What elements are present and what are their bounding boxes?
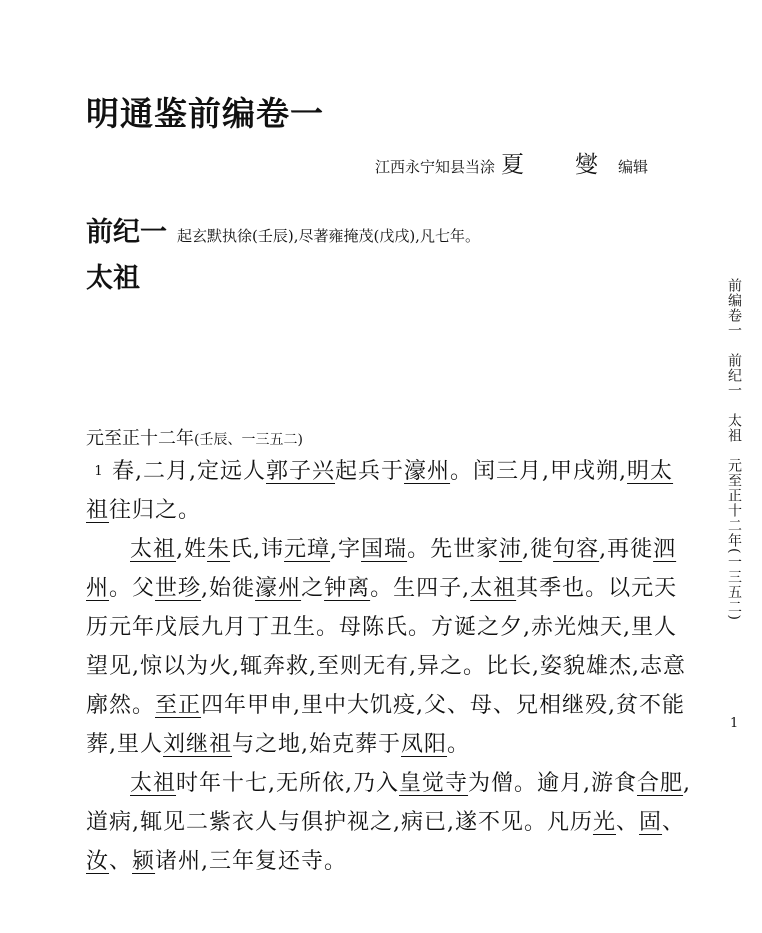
text: ,姓 [176, 537, 208, 562]
page-number: 1 [730, 716, 739, 731]
text: 诸州,三年复还寺。 [155, 849, 348, 874]
paragraph-3 [86, 764, 696, 881]
text: 与之地,始克葬于 [232, 732, 402, 757]
byline-prefix: 江西永宁知县当涂 [375, 158, 496, 176]
text: 时年十七,无所依,乃入 [176, 771, 400, 796]
byline [375, 146, 648, 179]
name-underlined: 明太祖 [86, 459, 674, 523]
text: ,道病,辄见二紫衣人与俱护视之,病已,遂不见。凡历 [86, 771, 692, 835]
paragraph-2 [86, 530, 696, 764]
place-underlined: 固 [639, 810, 663, 835]
ruler-heading: 太祖 [86, 263, 140, 294]
text: 为僧。逾月,游食 [468, 771, 638, 796]
text: 、 [109, 849, 133, 874]
place-underlined: 汝 [86, 849, 110, 874]
text: 、 [616, 810, 640, 835]
place-underlined: 颍 [132, 849, 156, 874]
name-underlined: 刘继祖 [163, 732, 233, 757]
text: 之 [301, 576, 325, 601]
era-underlined: 至正 [155, 693, 202, 718]
section-heading [86, 210, 480, 249]
text: 往归之。 [109, 498, 202, 523]
year-label: 元至正十二年 [86, 428, 194, 449]
place-underlined: 泗州 [86, 537, 677, 601]
place-underlined: 句容 [553, 537, 600, 562]
text: ,再徙 [599, 537, 654, 562]
name-underlined: 世珍 [155, 576, 202, 601]
text: 起兵于 [335, 459, 405, 484]
section-title: 前纪一 [86, 217, 167, 248]
name-underlined: 太祖 [130, 771, 177, 796]
running-head: 前编卷一 前纪一 太祖 元至正十二年(一三五二) [726, 278, 742, 621]
book-title: 明通鉴前编卷一 [86, 94, 324, 133]
text: 四年甲申,里中大饥疫,父、母、兄相继殁,贫不能葬,里人 [86, 693, 686, 757]
place-underlined: 濠州 [255, 576, 302, 601]
name-underlined: 太祖 [130, 537, 177, 562]
name-underlined: 朱 [207, 537, 231, 562]
text: 、 [662, 810, 686, 835]
byline-suffix: 编辑 [618, 158, 649, 176]
entry-number: 1 [94, 464, 104, 479]
place-underlined: 合肥 [637, 771, 684, 796]
text: ,徙 [522, 537, 554, 562]
author-name: 夏 燮 [501, 152, 613, 178]
text: 。先世家 [407, 537, 500, 562]
year-heading [86, 424, 303, 450]
name-underlined: 太祖 [470, 576, 517, 601]
text: ,字 [330, 537, 362, 562]
year-note: (壬辰、一三五二) [194, 432, 303, 448]
text: 。生四子, [370, 576, 471, 601]
name-underlined: 郭子兴 [266, 459, 336, 484]
main-text [86, 452, 696, 881]
section-note: 起玄默执徐(壬辰),尽著雍掩茂(戊戌),凡七年。 [177, 227, 480, 245]
name-underlined: 元璋 [284, 537, 331, 562]
text: ,始徙 [201, 576, 256, 601]
text: 。父 [109, 576, 156, 601]
text: 其季也。以元天历元年戊辰九月丁丑生。母陈氏。方诞之夕,赤光烛天,里人望见,惊以为火,辄奔救,至则无有,异之。比长,姿貌雄杰,志意廓然。 [86, 576, 686, 718]
place-underlined: 光 [592, 810, 616, 835]
place-underlined: 凤阳 [401, 732, 448, 757]
text: 。 [447, 732, 471, 757]
name-underlined: 国瑞 [361, 537, 408, 562]
paragraph-1 [86, 452, 696, 530]
text: 春,二月,定远人 [112, 459, 266, 484]
text: 氏,讳 [230, 537, 285, 562]
text: 。闰三月,甲戌朔, [450, 459, 628, 484]
place-underlined: 濠州 [404, 459, 451, 484]
place-underlined: 钟离 [324, 576, 371, 601]
place-underlined: 沛 [499, 537, 523, 562]
place-underlined: 皇觉寺 [399, 771, 469, 796]
